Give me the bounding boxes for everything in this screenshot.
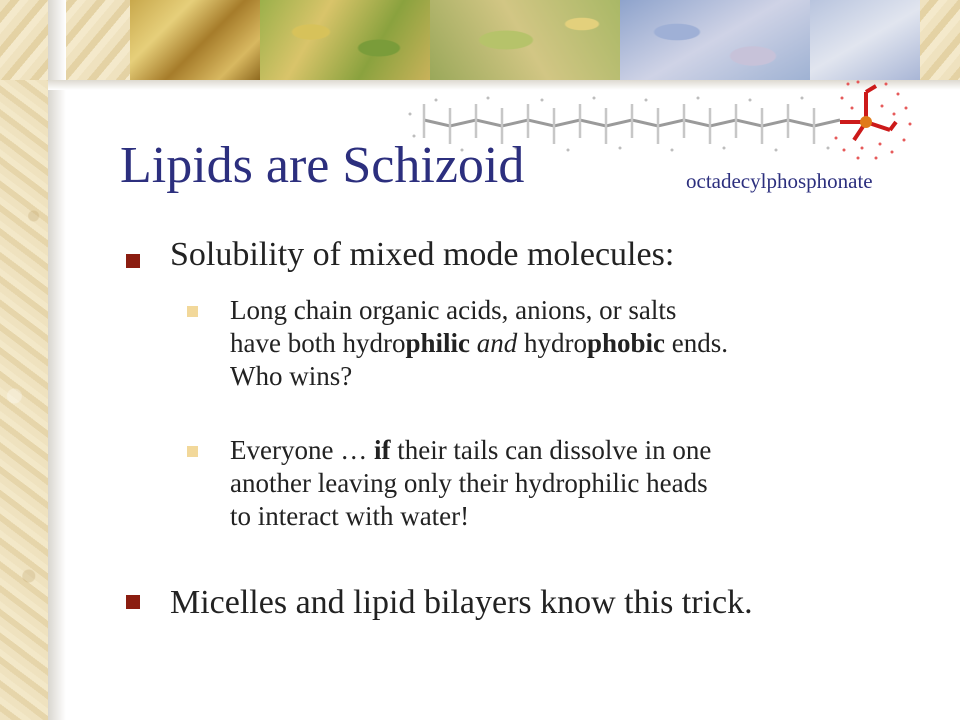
italic-text-run: and (476, 328, 518, 358)
bullet-marker (126, 254, 140, 268)
leaf-collage-tile (430, 0, 620, 80)
leaf-collage-tile (130, 0, 260, 80)
text-run (470, 328, 477, 358)
text-run: ends. (665, 328, 729, 358)
text-run: hydro (517, 328, 587, 358)
text-line (230, 434, 920, 467)
text-line: another leaving only their hydrophilic heads (230, 468, 708, 498)
molecule-caption: octadecylphosphonate (686, 169, 873, 193)
bullet-text: Micelles and lipid bilayers know this trick. (170, 584, 753, 621)
bullet-marker (126, 595, 140, 609)
sub-bullet-text (230, 434, 920, 533)
leaf-collage-tile (620, 0, 810, 80)
left-border-shadow (48, 0, 66, 720)
phosphonate-head (840, 86, 896, 140)
text-line: to interact with water! (230, 501, 470, 531)
parchment-left-border (0, 0, 48, 720)
text-line: Long chain organic acids, anions, or salts (230, 295, 677, 325)
slide-title: Lipids are Schizoid (120, 137, 525, 194)
phosphorus-atom (860, 116, 872, 128)
leaf-collage-tile (810, 0, 920, 80)
text-line: Who wins? (230, 361, 353, 391)
bold-text-run: philic (405, 328, 470, 358)
bullet-text: Solubility of mixed mode molecules: (170, 236, 675, 273)
sub-bullet-marker (187, 306, 198, 317)
leaf-collage-tile (260, 0, 430, 80)
text-line (230, 327, 920, 360)
sub-bullet-text (230, 294, 920, 393)
text-run: Everyone … (230, 435, 374, 465)
sub-bullet-marker (187, 446, 198, 457)
text-run: have both hydro (230, 328, 406, 358)
bold-text-run: if (373, 435, 391, 465)
text-run: their tails can dissolve in one (390, 435, 712, 465)
bold-text-run: phobic (587, 328, 666, 358)
